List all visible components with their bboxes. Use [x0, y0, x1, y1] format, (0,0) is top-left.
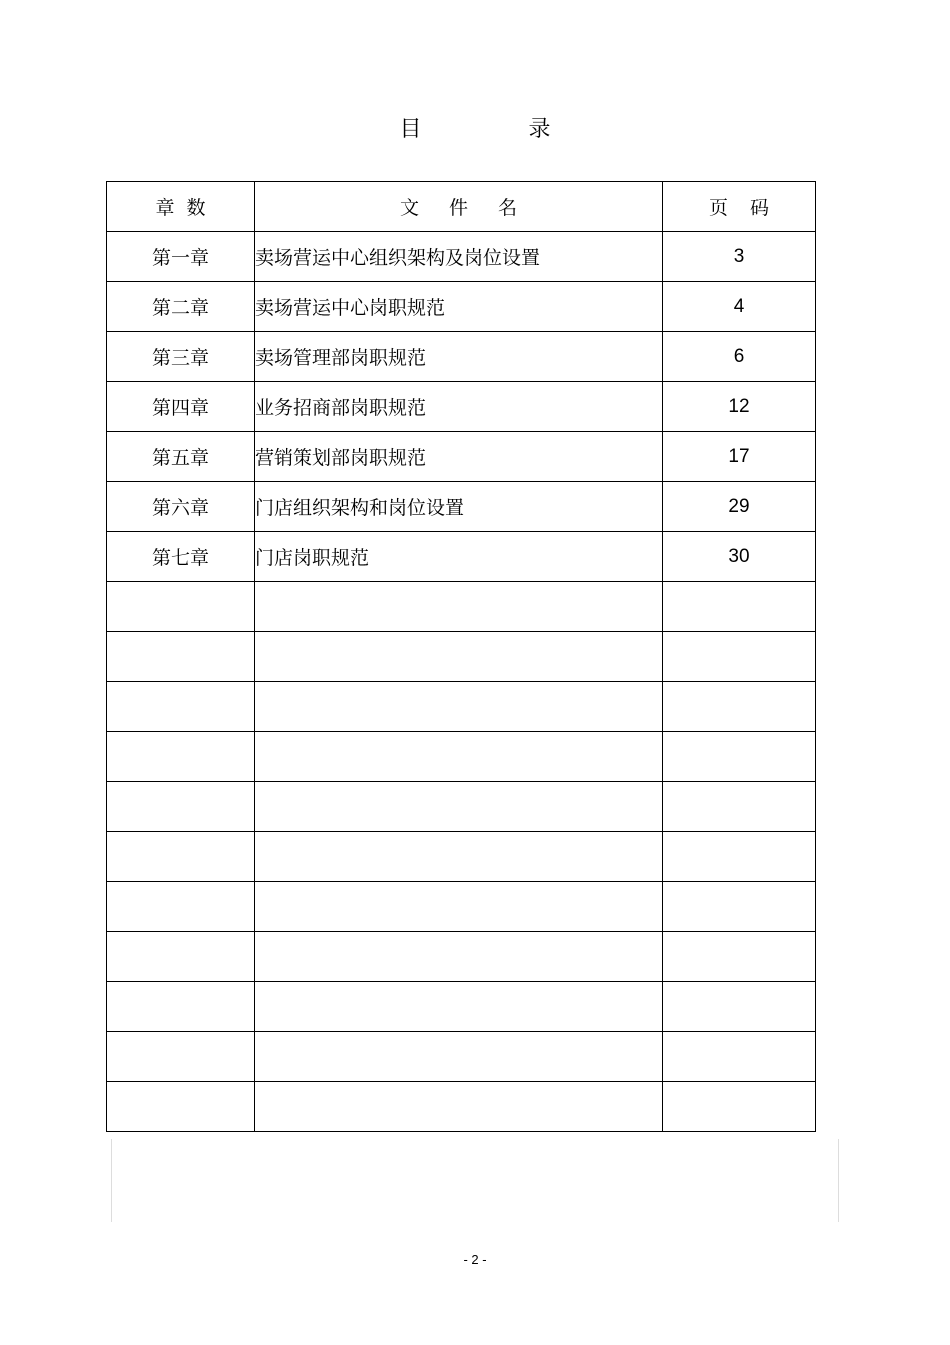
- page-cell: 30: [663, 532, 816, 582]
- page-cell: [663, 982, 816, 1032]
- table-row: [107, 532, 816, 582]
- page-cell: 6: [663, 332, 816, 382]
- page-cell: [663, 682, 816, 732]
- table-row: [107, 382, 816, 432]
- file-name-cell: 门店组织架构和岗位设置: [255, 482, 663, 532]
- table-row: [107, 782, 816, 832]
- file-name-cell: 业务招商部岗职规范: [255, 382, 663, 432]
- page-number: - 2 -: [463, 1252, 487, 1267]
- file-name-cell: 卖场管理部岗职规范: [255, 332, 663, 382]
- chapter-cell: 第五章: [107, 432, 255, 482]
- table-row: [107, 832, 816, 882]
- table-row: [107, 432, 816, 482]
- table-row: [107, 232, 816, 282]
- table-row: [107, 582, 816, 632]
- page-cell: [663, 1082, 816, 1132]
- chapter-cell: [107, 632, 255, 682]
- page-cell: 12: [663, 382, 816, 432]
- chapter-cell: [107, 832, 255, 882]
- page-cell: [663, 1032, 816, 1082]
- chapter-cell: 第七章: [107, 532, 255, 582]
- table-row: [107, 682, 816, 732]
- file-name-cell: 卖场营运中心岗职规范: [255, 282, 663, 332]
- header-chapter: 章数: [107, 182, 255, 232]
- page-cell: [663, 732, 816, 782]
- file-name-cell: [255, 682, 663, 732]
- chapter-cell: 第四章: [107, 382, 255, 432]
- table-row: [107, 1082, 816, 1132]
- file-name-cell: [255, 582, 663, 632]
- page-cell: 3: [663, 232, 816, 282]
- page-cell: [663, 832, 816, 882]
- table-row: [107, 482, 816, 532]
- toc-body: [107, 232, 816, 1132]
- file-name-cell: [255, 932, 663, 982]
- table-row: [107, 632, 816, 682]
- table-row: [107, 732, 816, 782]
- page-cell: 4: [663, 282, 816, 332]
- chapter-cell: [107, 782, 255, 832]
- file-name-cell: 门店岗职规范: [255, 532, 663, 582]
- page-cell: [663, 782, 816, 832]
- file-name-cell: [255, 882, 663, 932]
- toc-header-row: [107, 182, 816, 232]
- page-cell: 17: [663, 432, 816, 482]
- file-name-cell: [255, 832, 663, 882]
- file-name-cell: [255, 982, 663, 1032]
- chapter-cell: [107, 1032, 255, 1082]
- table-row: [107, 282, 816, 332]
- table-row: [107, 332, 816, 382]
- chapter-cell: [107, 982, 255, 1032]
- table-row: [107, 1032, 816, 1082]
- header-file-name: 文件名: [255, 182, 663, 232]
- table-row: [107, 982, 816, 1032]
- file-name-cell: [255, 782, 663, 832]
- page-title: 目 录: [399, 117, 601, 142]
- page-cell: [663, 932, 816, 982]
- file-name-cell: [255, 632, 663, 682]
- chapter-cell: 第一章: [107, 232, 255, 282]
- chapter-cell: [107, 582, 255, 632]
- page-cell: 29: [663, 482, 816, 532]
- table-row: [107, 932, 816, 982]
- chapter-cell: 第三章: [107, 332, 255, 382]
- chapter-cell: [107, 1082, 255, 1132]
- toc-table: [106, 181, 816, 1132]
- file-name-cell: [255, 732, 663, 782]
- table-row: [107, 882, 816, 932]
- chapter-cell: [107, 882, 255, 932]
- page-frame: [111, 1139, 839, 1222]
- chapter-cell: 第二章: [107, 282, 255, 332]
- file-name-cell: [255, 1082, 663, 1132]
- page-cell: [663, 582, 816, 632]
- file-name-cell: 营销策划部岗职规范: [255, 432, 663, 482]
- header-page: 页码: [663, 182, 816, 232]
- chapter-cell: 第六章: [107, 482, 255, 532]
- page-cell: [663, 632, 816, 682]
- file-name-cell: [255, 1032, 663, 1082]
- chapter-cell: [107, 732, 255, 782]
- file-name-cell: 卖场营运中心组织架构及岗位设置: [255, 232, 663, 282]
- page-cell: [663, 882, 816, 932]
- chapter-cell: [107, 682, 255, 732]
- chapter-cell: [107, 932, 255, 982]
